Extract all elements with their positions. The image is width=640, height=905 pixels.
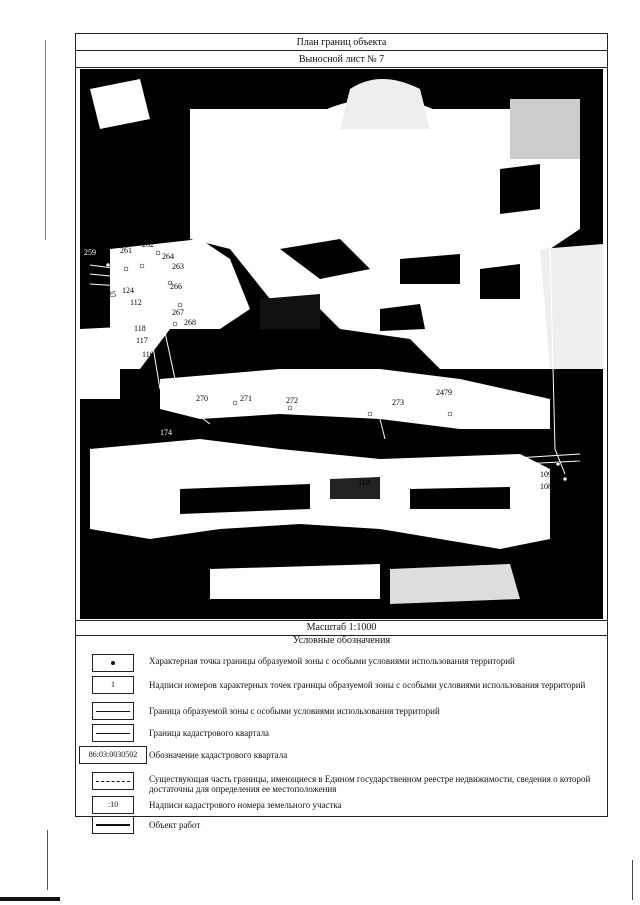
line-icon xyxy=(96,711,130,712)
point-label: 272 xyxy=(286,396,298,405)
point-label: 109 xyxy=(540,470,552,479)
line-icon xyxy=(96,733,130,734)
point-label: 117 xyxy=(136,336,148,345)
legend-text: Характерная точка границы образуемой зоны с особыми условиями использования территорий xyxy=(149,656,515,666)
point-label: 260 xyxy=(98,236,110,245)
legend-symbol-work-object xyxy=(92,816,134,834)
legend-text: Существующая часть границы, имеющиеся в Едином государственном реестре недвижимости, сведения о которой достаточны для определения ее местоположения xyxy=(149,774,591,794)
sheet-title: План границ объекта xyxy=(76,34,607,51)
legend-symbol-point xyxy=(92,654,134,672)
map-scale: Масштаб 1:1000 xyxy=(76,620,607,636)
legend-text: Обозначение кадастрового квартала xyxy=(149,750,288,760)
point-label: 268 xyxy=(184,318,196,327)
point-label: 261 xyxy=(120,246,132,255)
scan-edge-line-right xyxy=(632,860,633,900)
legend-symbol-number: 1 xyxy=(92,676,134,694)
point-label: 116 xyxy=(142,350,154,359)
dashed-line-icon xyxy=(96,781,130,782)
point-label: 174 xyxy=(160,428,172,437)
map-canvas xyxy=(80,69,603,619)
scan-edge-line-left xyxy=(45,40,46,240)
point-label: 276 xyxy=(576,456,588,465)
point-label: 269 xyxy=(190,332,202,341)
legend-text: Граница образуемой зоны с особыми условиями использования территорий xyxy=(149,706,440,716)
point-label: 262 xyxy=(142,240,154,249)
point-label: 270 xyxy=(196,394,208,403)
point-label: 110 xyxy=(358,478,370,487)
point-label: 107 xyxy=(552,504,564,513)
point-label: 2479 xyxy=(436,388,452,397)
legend-text: Объект работ xyxy=(149,820,201,830)
point-label: 124 xyxy=(122,286,134,295)
point-label: 118 xyxy=(134,324,146,333)
point-label: 273 xyxy=(392,398,404,407)
point-label: 277 xyxy=(584,466,596,475)
sheet-subtitle: Выносной лист № 7 xyxy=(76,51,607,68)
point-label: 111 xyxy=(356,430,368,439)
point-label: 263 xyxy=(172,262,184,271)
scan-edge-line-left-bottom xyxy=(47,830,48,890)
legend-symbol-quarter-label: 86:03:0030502 xyxy=(79,746,147,764)
legend-symbol-existing-border xyxy=(92,772,134,790)
legend-symbol-zone-line xyxy=(92,702,134,720)
point-label: 266 xyxy=(170,282,182,291)
legend-text: Надписи номеров характерных точек границы образуемой зоны с особыми условиями использования территорий xyxy=(149,680,586,690)
point-label: 125 xyxy=(104,290,116,299)
legend-symbol-parcel-number: :10 xyxy=(92,796,134,814)
point-label: 259 xyxy=(84,248,96,257)
legend-title: Условные обозначения xyxy=(292,635,391,646)
point-label: 271 xyxy=(240,394,252,403)
thick-line-icon xyxy=(96,824,130,826)
point-label: 108 xyxy=(540,482,552,491)
point-label: 115 xyxy=(152,360,164,369)
legend-text: Граница кадастрового квартала xyxy=(149,728,270,738)
plan-sheet xyxy=(75,33,608,830)
point-label: 267 xyxy=(172,308,184,317)
scan-edge-bar-bottom xyxy=(0,897,60,901)
point-label: 275 xyxy=(542,436,554,445)
point-label: 126 xyxy=(84,290,96,299)
quarter-label: 86:03:0030502 xyxy=(302,355,363,366)
point-icon xyxy=(111,661,115,665)
orthophoto-map xyxy=(80,69,603,619)
point-label: 112 xyxy=(130,298,142,307)
point-label: 264 xyxy=(162,252,174,261)
legend-text: Надписи кадастрового номера земельного участка xyxy=(149,800,342,810)
legend-symbol-quarter-line xyxy=(92,724,134,742)
